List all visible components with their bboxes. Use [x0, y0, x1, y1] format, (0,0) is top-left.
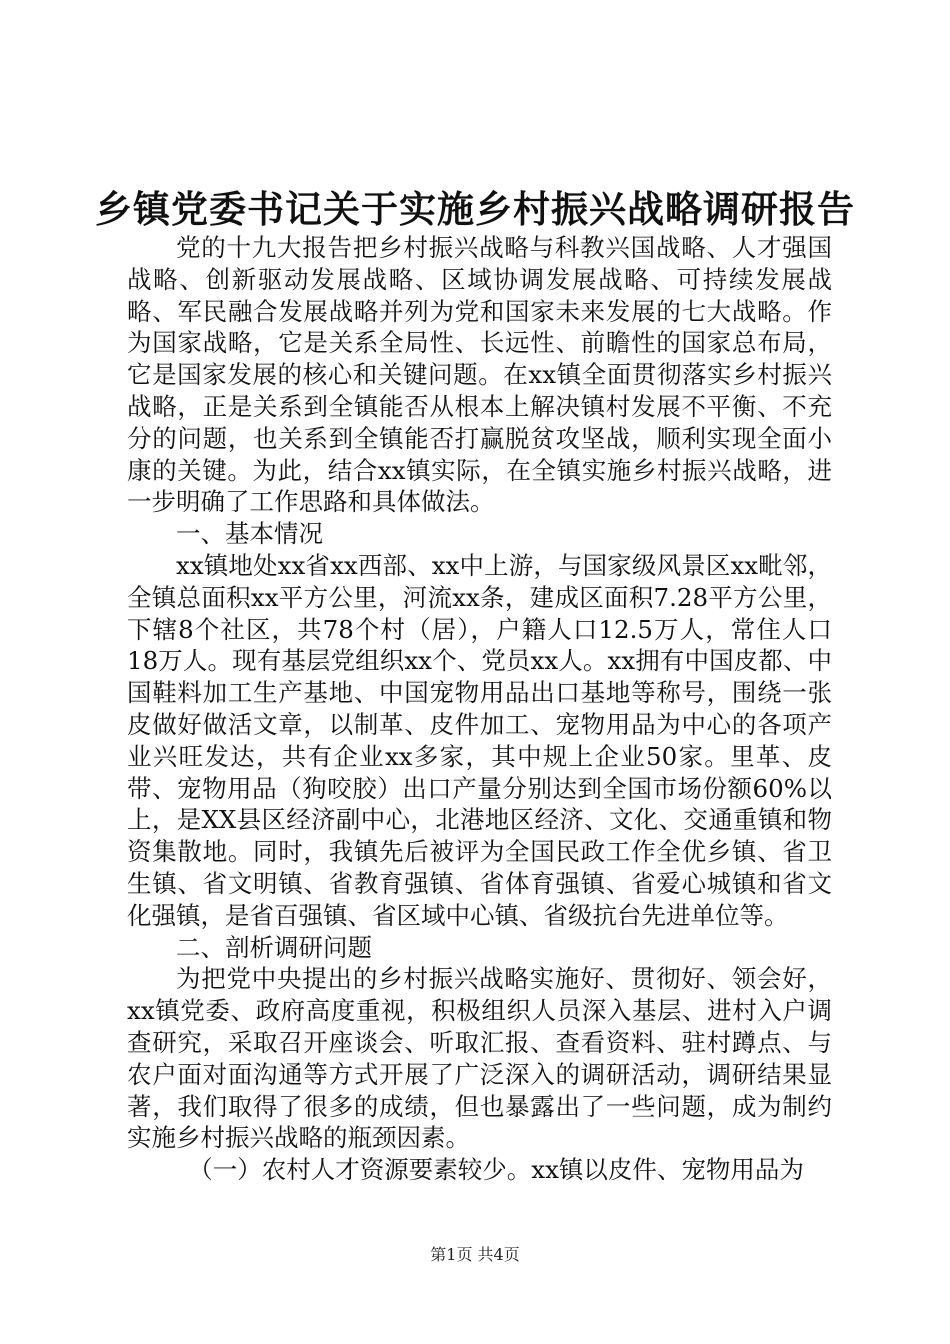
paragraph-subsection-talent: （一）农村人才资源要素较少。xx镇以皮件、宠物用品为 — [188, 1155, 804, 1185]
document-title: 乡镇党委书记关于实施乡村振兴战略调研报告 — [95, 187, 855, 231]
paragraph-research-problems: 为把党中央提出的乡村振兴战略实施好、贯彻好、领会好，xx镇党委、政府高度重视，积极组织人员深入基层、进村入户调查研究，采取召开座谈会、听取汇报、查看资料、驻村蹲点、与农户面对面沟通等方式开展了广泛深入的调研活动，调研结果显著，我们取得了很多的成绩，但也暴露出了一些问题，成为制约实施乡村振兴战略的瓶颈因素。 — [127, 964, 832, 1153]
document-body — [127, 232, 832, 1186]
page-footer: 第1页 共4页 — [430, 1245, 520, 1264]
section-heading-basic-situation: 一、基本情况 — [176, 519, 323, 549]
section-heading-research-problems: 二、剖析调研问题 — [176, 932, 372, 962]
paragraph-intro: 党的十九大报告把乡村振兴战略与科教兴国战略、人才强国战略、创新驱动发展战略、区域协调发展战略、可持续发展战略、军民融合发展战略并列为党和国家未来发展的七大战略。作为国家战略，它是关系全局性、长远性、前瞻性的国家总布局，它是国家发展的核心和关键问题。在xx镇全面贯彻落实乡村振兴战略，正是关系到全镇能否从根本上解决镇村发展不平衡、不充分的问题，也关系到全镇能否打赢脱贫攻坚战，顺利实现全面小康的关键。为此，结合xx镇实际，在全镇实施乡村振兴战略，进一步明确了工作思路和具体做法。 — [127, 233, 832, 517]
paragraph-basic-situation: xx镇地处xx省xx西部、xx中上游，与国家级风景区xx毗邻，全镇总面积xx平方公里，河流xx条，建成区面积7.28平方公里，下辖8个社区，共78个村（居），户籍人口12.5万人，常住人口18万人。现有基层党组织xx个、党员xx人。xx拥有中国皮都、中国鞋料加工生产基地、中国宠物用品出口基地等称号，围绕一张皮做好做活文章，以制革、皮件加工、宠物用品为中心的各项产业兴旺发达，共有企业xx多家，其中规上企业50家。里革、皮带、宠物用品（狗咬胶）出口产量分别达到全国市场份额60%以上，是XX县区经济副中心，北港地区经济、文化、交通重镇和物资集散地。同时，我镇先后被评为全国民政工作全优乡镇、省卫生镇、省文明镇、省教育强镇、省体育强镇、省爱心城镇和省文化强镇，是省百强镇、省区域中心镇、省级抗台先进单位等。 — [127, 550, 832, 930]
